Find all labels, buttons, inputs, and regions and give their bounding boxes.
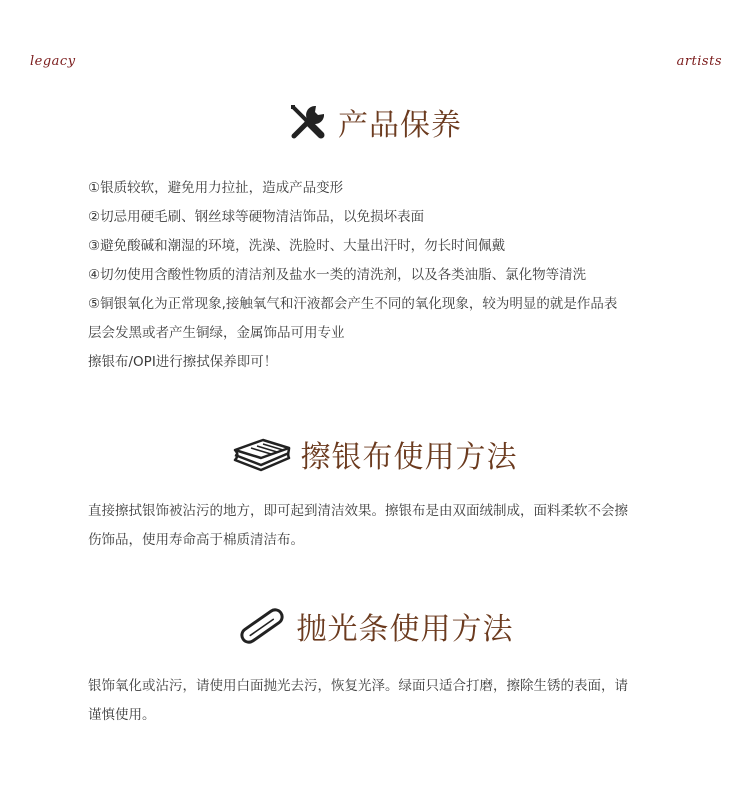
cloth-text bbox=[88, 497, 688, 555]
text-line: ②切忌用硬毛刷、钢丝球等硬物清洁饰品，以免损坏表面 bbox=[88, 209, 425, 225]
brand-left: legacy bbox=[30, 54, 76, 69]
text-line: 层会发黑或者产生铜绿，金属饰品可用专业 bbox=[88, 325, 345, 341]
section-title: 产品保养 bbox=[338, 108, 462, 143]
section-heading-cloth bbox=[0, 432, 750, 476]
text-line: 谨慎使用。 bbox=[88, 707, 156, 723]
section-heading-care bbox=[0, 100, 750, 144]
care-text bbox=[88, 174, 688, 377]
stick-text bbox=[88, 672, 688, 730]
section-title: 抛光条使用方法 bbox=[296, 612, 514, 647]
section-heading-stick bbox=[0, 604, 750, 648]
tools-icon bbox=[288, 102, 328, 142]
text-line: ⑤铜银氧化为正常现象,接触氧气和汗液都会产生不同的氧化现象，较为明显的就是作品表 bbox=[88, 296, 618, 312]
text-line: ③避免酸碱和潮湿的环境，洗澡、洗脸时、大量出汗时，勿长时间佩戴 bbox=[88, 238, 506, 254]
polishing-stick-icon bbox=[237, 605, 287, 647]
section-title: 擦银布使用方法 bbox=[300, 440, 518, 475]
text-line: 擦银布/OPI进行擦拭保养即可！ bbox=[88, 354, 278, 370]
brand-right: artists bbox=[676, 54, 722, 69]
text-line: 伤饰品，使用寿命高于棉质清洁布。 bbox=[88, 532, 304, 548]
text-line: 直接擦拭银饰被沾污的地方，即可起到清洁效果。擦银布是由双面绒制成，面料柔软不会擦 bbox=[88, 503, 628, 519]
text-line: ①银质较软，避免用力拉扯，造成产品变形 bbox=[88, 180, 344, 196]
text-line: ④切勿使用含酸性物质的清洁剂及盐水一类的清洗剂，以及各类油脂、氯化物等清洗 bbox=[88, 267, 587, 283]
cloth-icon bbox=[233, 436, 291, 472]
text-line: 银饰氧化或沾污，请使用白面抛光去污，恢复光泽。绿面只适合打磨，擦除生锈的表面，请 bbox=[88, 678, 628, 694]
